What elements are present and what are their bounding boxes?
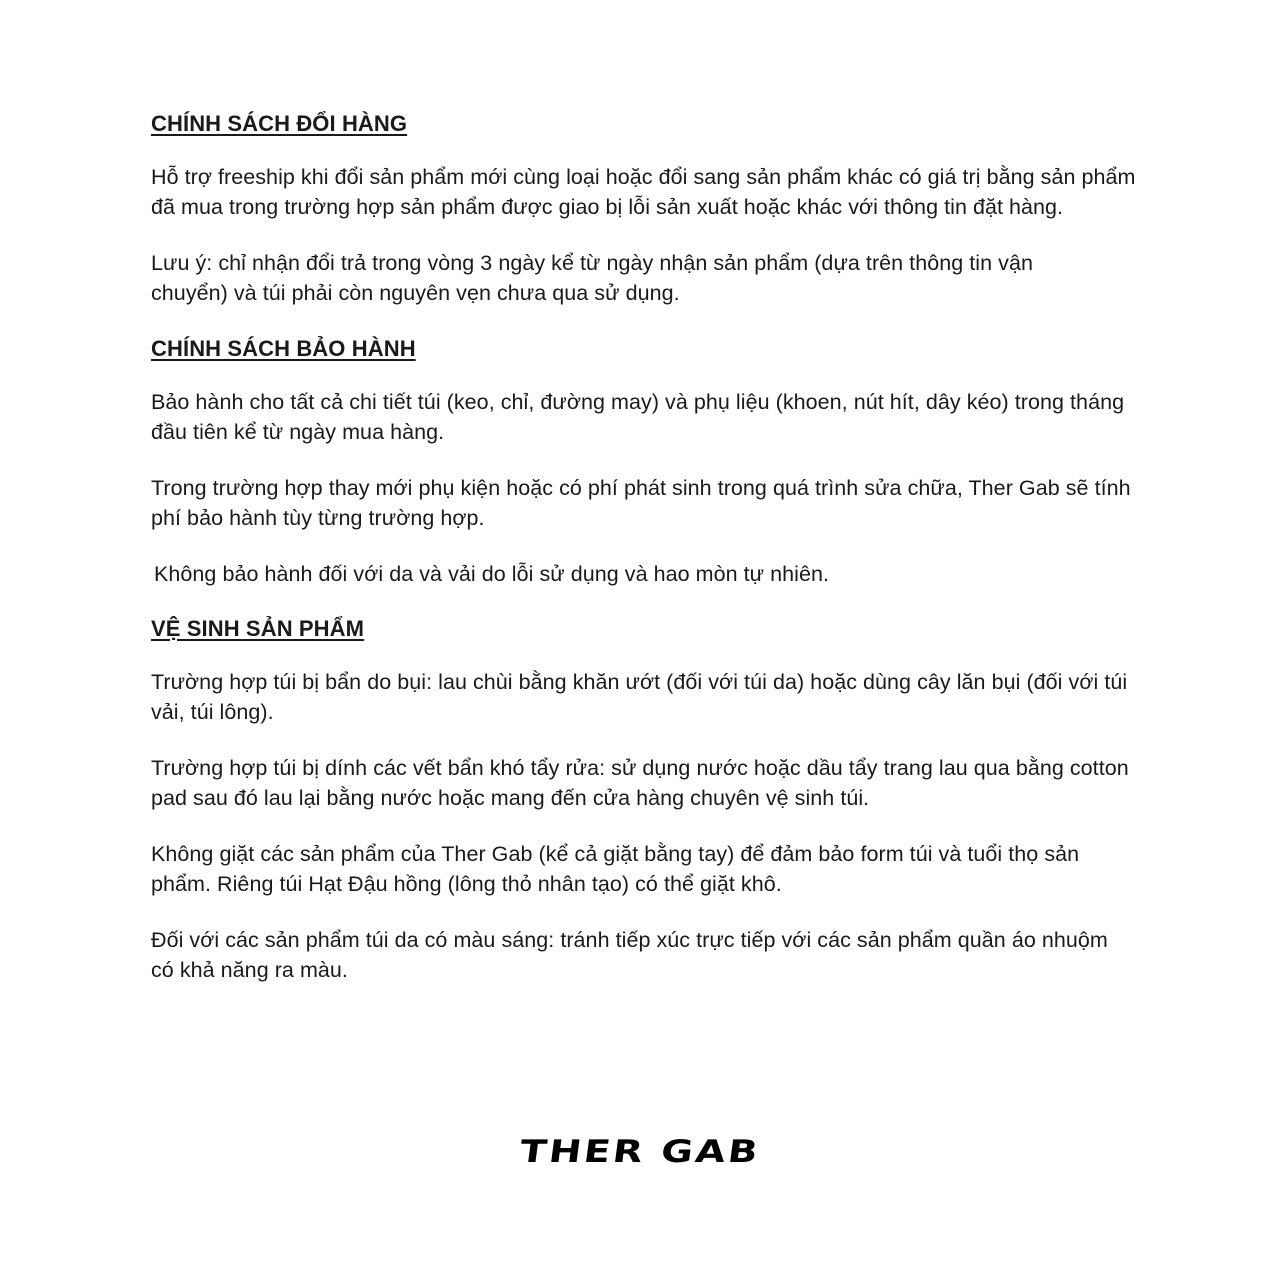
cleaning-paragraph-2: Trường hợp túi bị dính các vết bẩn khó tẩy rửa: sử dụng nước hoặc dầu tẩy trang lau qua bằng cotton pad sau đó lau lại bằng nước hoặc mang đến cửa hàng chuyên vệ sinh túi.: [151, 756, 1129, 810]
brand-logo-text: THER GAB: [517, 1134, 763, 1170]
warranty-policy-paragraph-1: Bảo hành cho tất cả chi tiết túi (keo, chỉ, đường may) và phụ liệu (khoen, nút hít, dây kéo) trong tháng đầu tiên kể từ ngày mua hàng.: [151, 390, 1125, 444]
warranty-policy-paragraph-2: Trong trường hợp thay mới phụ kiện hoặc có phí phát sinh trong quá trình sửa chữa, Ther Gab sẽ tính phí bảo hành tùy từng trường hợp.: [151, 476, 1131, 530]
cleaning-paragraph-4: Đối với các sản phẩm túi da có màu sáng: tránh tiếp xúc trực tiếp với các sản phẩm quần áo nhuộm có khả năng ra màu.: [151, 928, 1108, 982]
cleaning-paragraph-1: Trường hợp túi bị bẩn do bụi: lau chùi bằng khăn ướt (đối với túi da) hoặc dùng cây lăn bụi (đối với túi vải, túi lông).: [151, 670, 1128, 724]
exchange-policy-paragraph-2: Lưu ý: chỉ nhận đổi trả trong vòng 3 ngày kể từ ngày nhận sản phẩm (dựa trên thông tin vận chuyển) và túi phải còn nguyên vẹn chưa qua sử dụng.: [151, 251, 1033, 305]
exchange-policy-paragraph-1: Hỗ trợ freeship khi đổi sản phẩm mới cùng loại hoặc đổi sang sản phẩm khác có giá trị bằng sản phẩm đã mua trong trường hợp sản phẩm được giao bị lỗi sản xuất hoặc khác với thông tin đặt hàng.: [151, 165, 1136, 219]
warranty-policy-paragraph-3: Không bảo hành đối với da và vải do lỗi sử dụng và hao mòn tự nhiên.: [154, 562, 830, 586]
brand-logo: [0, 1128, 1280, 1176]
exchange-policy-heading: CHÍNH SÁCH ĐỔI HÀNG: [151, 111, 408, 136]
warranty-policy-heading: CHÍNH SÁCH BẢO HÀNH: [151, 336, 416, 361]
cleaning-paragraph-3: Không giặt các sản phẩm của Ther Gab (kể cả giặt bằng tay) để đảm bảo form túi và tuổi thọ sản phẩm. Riêng túi Hạt Đậu hồng (lông thỏ nhân tạo) có thể giặt khô.: [151, 842, 1080, 896]
cleaning-heading: VỆ SINH SẢN PHẨM: [151, 616, 365, 641]
policy-document: [151, 108, 1141, 985]
